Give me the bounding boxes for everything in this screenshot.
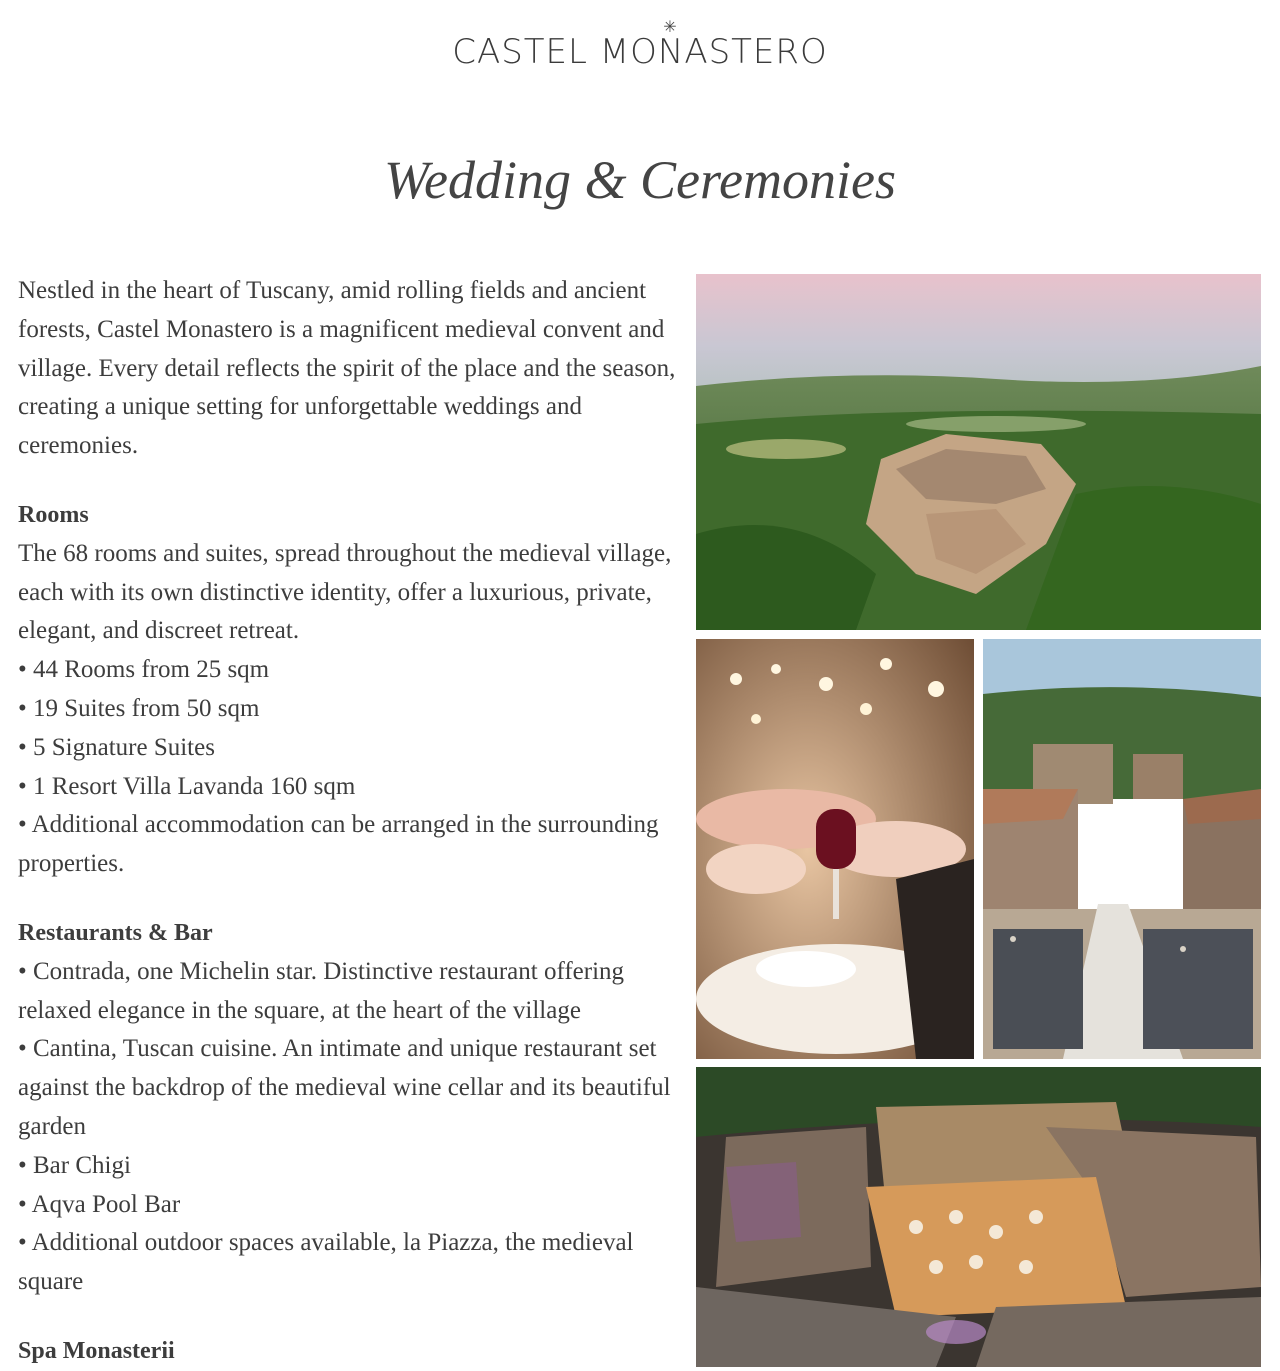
restaurants-item: • Cantina, Tuscan cuisine. An intimate and unique restaurant set against the backdrop of the medieval wine cellar and its beautiful garden [18, 1035, 671, 1140]
rooms-item: • 19 Suites from 50 sqm [18, 694, 260, 722]
rooms-item: • 5 Signature Suites [18, 733, 215, 761]
restaurants-item: • Bar Chigi [18, 1151, 131, 1179]
rooms-item: • 1 Resort Villa Lavanda 160 sqm [18, 772, 356, 800]
page-title: Wedding & Ceremonies [384, 150, 896, 210]
photo-evening-piazza [696, 1067, 1261, 1367]
star-icon: ✳ [663, 17, 677, 36]
photo-aerial-landscape [696, 274, 1261, 630]
restaurants-heading: Restaurants & Bar [18, 919, 213, 946]
photo-outdoor-ceremony [983, 639, 1261, 1059]
rooms-item: • Additional accommodation can be arranged in the surrounding properties. [18, 811, 659, 878]
brand-logo [0, 17, 1280, 72]
rooms-heading: Rooms [18, 501, 89, 528]
intro-paragraph: Nestled in the heart of Tuscany, amid rolling fields and ancient forests, Castel Monastero is a magnificent medieval convent and village. Every detail reflects the spirit of the place and the season, creating a unique setting for unforgettable weddings and ceremonies. [18, 277, 676, 460]
photo-wedding-dinner [696, 639, 974, 1059]
rooms-item: • 44 Rooms from 25 sqm [18, 656, 270, 684]
restaurants-item: • Aqva Pool Bar [18, 1190, 181, 1218]
content-column [18, 272, 698, 1371]
restaurants-item: • Contrada, one Michelin star. Distinctive restaurant offering relaxed elegance in the square, at the heart of the village [18, 957, 625, 1024]
brand-name: CASTEL MONASTERO [452, 32, 828, 72]
rooms-description: The 68 rooms and suites, spread throughout the medieval village, each with its own distinctive identity, offer a luxurious, private, elegant, and discreet retreat. [18, 539, 672, 645]
restaurants-item: • Additional outdoor spaces available, la Piazza, the medieval square [18, 1229, 634, 1296]
spa-heading: Spa Monasterii [18, 1337, 175, 1364]
